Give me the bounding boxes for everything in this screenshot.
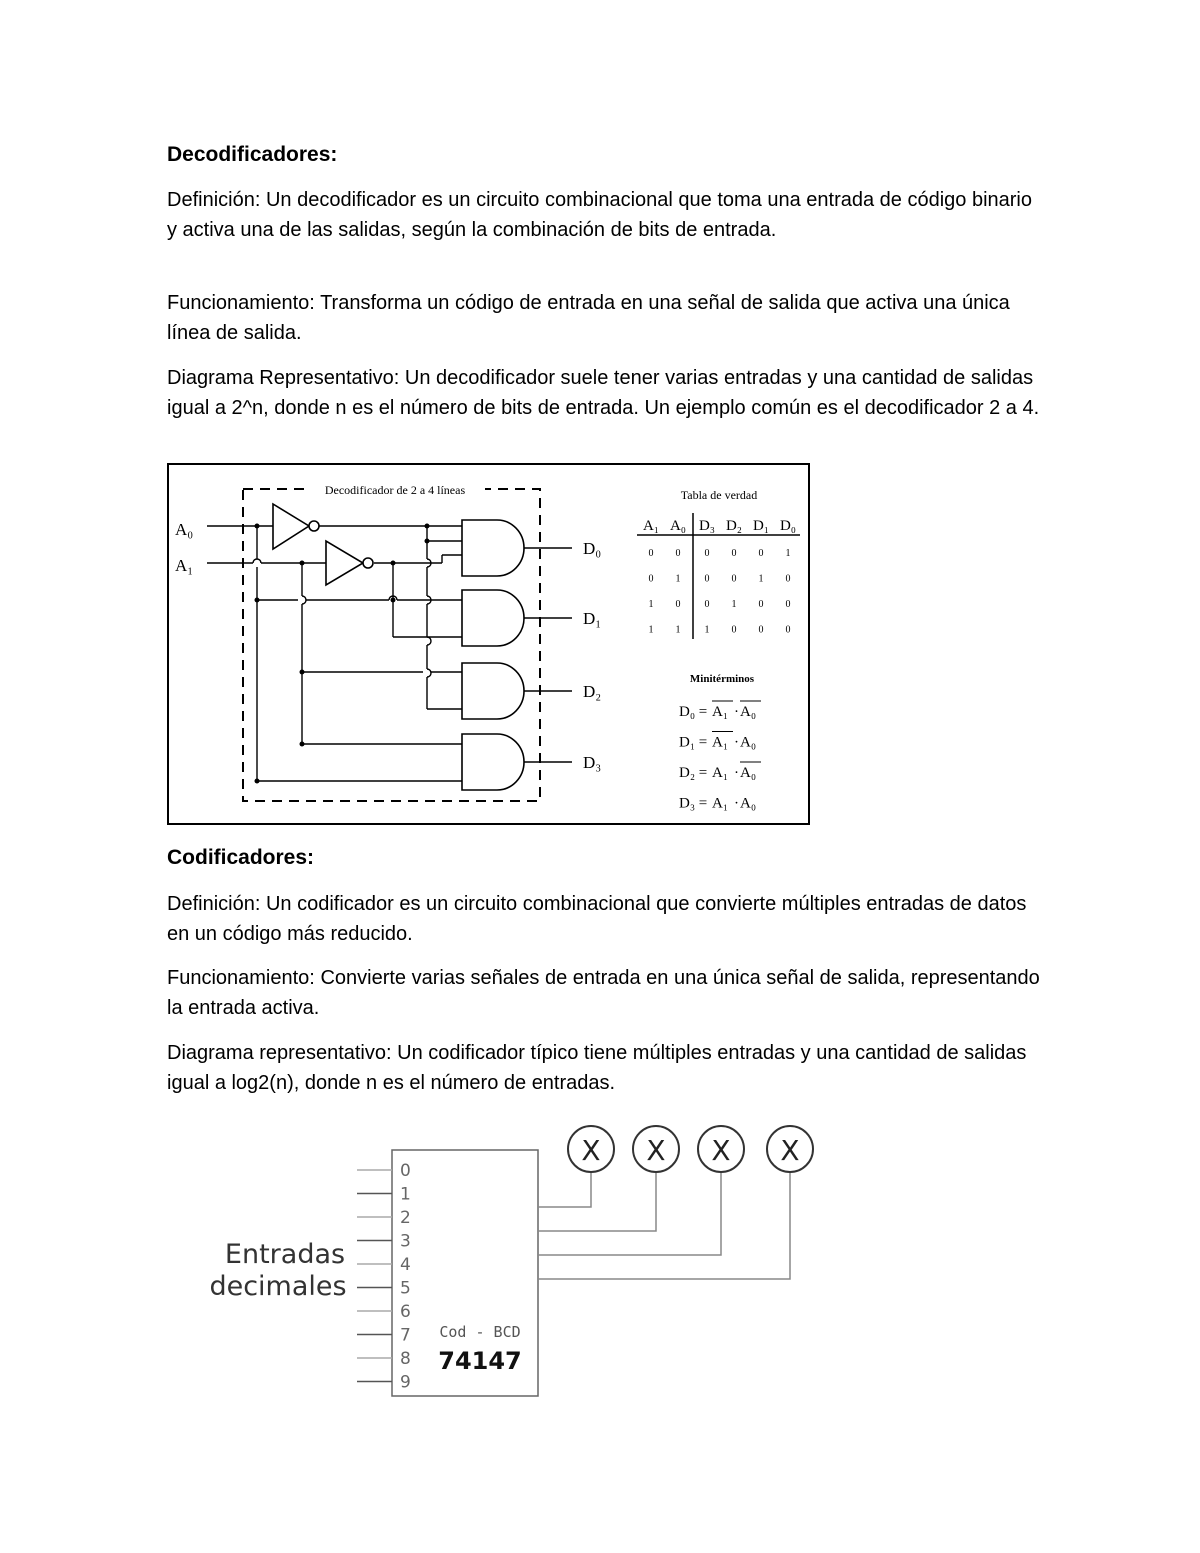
encoder-diagram-label: Diagrama representativo: xyxy=(167,1042,392,1064)
and-gate-d0 xyxy=(462,520,524,576)
minterm-dot: · xyxy=(734,765,739,781)
encoder-pin-label: 9 xyxy=(400,1372,411,1393)
encoder-pin-label: 0 xyxy=(400,1161,411,1181)
truth-table-cell: 1 xyxy=(648,624,654,636)
minterm-output: D₃ = xyxy=(679,795,708,812)
minterm-a0: A₀ xyxy=(740,734,757,751)
encoder-pin-label: 8 xyxy=(400,1349,411,1369)
encoder-definition-label: Definición: xyxy=(167,893,261,915)
minterm-a1: A₁ xyxy=(712,704,729,720)
truth-table-cell: 0 xyxy=(731,573,737,585)
encoder-pin-label: 3 xyxy=(400,1231,411,1252)
output-label-d2: D₂ xyxy=(583,682,602,701)
truth-table-cell: 0 xyxy=(648,573,654,585)
truth-table-cell: 1 xyxy=(731,599,737,610)
truth-table-cell: 1 xyxy=(648,599,654,610)
minterm-a0: A₀ xyxy=(740,765,757,781)
encoder-pin-label: 4 xyxy=(400,1255,411,1275)
encoder-chip-label: Cod - BCD xyxy=(439,1323,521,1341)
truth-table-header-cell: D₀ xyxy=(779,518,797,534)
inverter-a0-bubble xyxy=(309,521,319,531)
truth-table-cell: 0 xyxy=(758,624,764,636)
encoder-definition-text: Un codificador es un circuito combinacional que convierte múltiples entradas de datos en un código más reducido. xyxy=(167,893,1027,945)
decoder-definition-text: Un decodificador es un circuito combinacional que toma una entrada de código binario y activa una de las salidas, según la combinación de bits de entrada. xyxy=(167,189,1032,241)
encoder-output-symbol: X xyxy=(711,1134,731,1167)
minterm-a1: A₁ xyxy=(712,795,729,812)
truth-table-cell: 1 xyxy=(675,624,681,636)
input-label-a0: A₀ xyxy=(175,520,194,539)
decoder-diagram xyxy=(167,463,810,825)
minterm-a1: A₁ xyxy=(712,734,729,751)
encoder-output-symbol: X xyxy=(780,1134,800,1167)
truth-table-cell: 0 xyxy=(731,548,737,559)
encoder-chip-number: 74147 xyxy=(438,1347,522,1375)
truth-table-cell: 0 xyxy=(675,548,681,559)
decoder-operation-text: Transforma un código de entrada en una señal de salida que activa una única línea de salida. xyxy=(167,292,1010,344)
truth-table-cell: 0 xyxy=(675,599,681,610)
output-label-d1: D₁ xyxy=(583,609,602,628)
inverter-a1-bubble xyxy=(363,558,373,568)
decoder-heading: Decodificadores: xyxy=(167,143,338,166)
encoder-operation-text: Convierte varias señales de entrada en una única señal de salida, representando la entrada activa. xyxy=(167,967,1040,1019)
input-label-a1: A₁ xyxy=(175,556,194,575)
output-label-d3: D₃ xyxy=(583,753,602,772)
minterm-a0: A₀ xyxy=(740,704,757,720)
truth-table-cell: 0 xyxy=(785,599,791,610)
encoder-pin-label: 7 xyxy=(400,1325,411,1346)
minterm-a1: A₁ xyxy=(712,765,729,781)
truth-table-cell: 0 xyxy=(785,573,791,585)
decoder-diagram-label: Diagrama Representativo: xyxy=(167,367,400,389)
decoder-definition xyxy=(167,186,1047,245)
encoder-operation-label: Funcionamiento: xyxy=(167,967,315,989)
decoder-operation-label: Funcionamiento: xyxy=(167,292,315,314)
encoder-pin-label: 2 xyxy=(400,1208,411,1228)
encoder-diagram-text: Un codificador típico tiene múltiples entradas y una cantidad de salidas igual a log2(n), donde n es el número de entradas. xyxy=(167,1042,1027,1094)
minterm-output: D₀ = xyxy=(679,704,708,720)
encoder-definition xyxy=(167,890,1047,949)
and-gate-d1 xyxy=(462,590,524,646)
truth-table-cell: 0 xyxy=(785,624,791,636)
truth-table-header-cell: A₁ xyxy=(642,518,660,534)
encoder-pin-label: 5 xyxy=(400,1278,411,1299)
output-label-d0: D₀ xyxy=(583,539,602,558)
encoder-output-symbol: X xyxy=(646,1134,666,1167)
truth-table-cell: 1 xyxy=(758,573,764,585)
encoder-output-symbol: X xyxy=(581,1134,601,1167)
truth-table-cell: 0 xyxy=(758,599,764,610)
encoder-inputs-label-line2: decimales xyxy=(209,1271,347,1302)
truth-table-cell: 0 xyxy=(704,573,710,585)
truth-table-header-cell: D₃ xyxy=(698,518,716,534)
truth-table-cell: 0 xyxy=(758,548,764,559)
and-gate-d3 xyxy=(462,734,524,790)
decoder-diagram-text: Un decodificador suele tener varias entradas y una cantidad de salidas igual a 2^n, donde n es el número de bits de entrada. Un ejemplo común es el decodificador 2 a 4. xyxy=(167,367,1040,419)
decoder-operation xyxy=(167,289,1047,348)
minterm-a0: A₀ xyxy=(740,795,757,812)
minterm-dot: · xyxy=(734,704,739,720)
encoder-pin-label: 6 xyxy=(400,1302,411,1322)
encoder-heading: Codificadores: xyxy=(167,846,315,869)
minterm-dot: · xyxy=(734,734,739,751)
truth-table-cell: 0 xyxy=(731,624,737,636)
truth-table-header-cell: D₂ xyxy=(725,518,743,534)
encoder-pin-label: 1 xyxy=(400,1184,411,1205)
encoder-diagram-description xyxy=(167,1039,1047,1098)
truth-table-header-cell: D₁ xyxy=(752,518,770,534)
truth-table-header-cell: A₀ xyxy=(669,518,687,534)
and-gate-d2 xyxy=(462,663,524,719)
truth-table-cell: 0 xyxy=(704,599,710,610)
encoder-output-lamps xyxy=(568,1126,813,1172)
truth-table-cell: 0 xyxy=(648,548,654,559)
encoder-inputs-label-line1: Entradas xyxy=(224,1239,346,1270)
encoder-diagram xyxy=(200,1120,830,1405)
truth-table-cell: 1 xyxy=(704,624,710,636)
minterms-title: Minitérminos xyxy=(689,673,755,685)
minterm-output: D₁ = xyxy=(679,734,708,751)
truth-table-cell: 1 xyxy=(675,573,681,585)
truth-table-cell: 1 xyxy=(785,548,791,559)
minterm-dot: · xyxy=(734,795,739,812)
decoder-definition-label: Definición: xyxy=(167,189,261,211)
decoder-diagram-description xyxy=(167,364,1047,423)
decoder-box-title: Decodificador de 2 a 4 líneas xyxy=(324,483,466,497)
encoder-output-wires xyxy=(538,1169,790,1279)
encoder-operation xyxy=(167,964,1047,1023)
truth-table-title: Tabla de verdad xyxy=(680,488,758,502)
minterm-output: D₂ = xyxy=(679,765,708,781)
truth-table-cell: 0 xyxy=(704,548,710,559)
